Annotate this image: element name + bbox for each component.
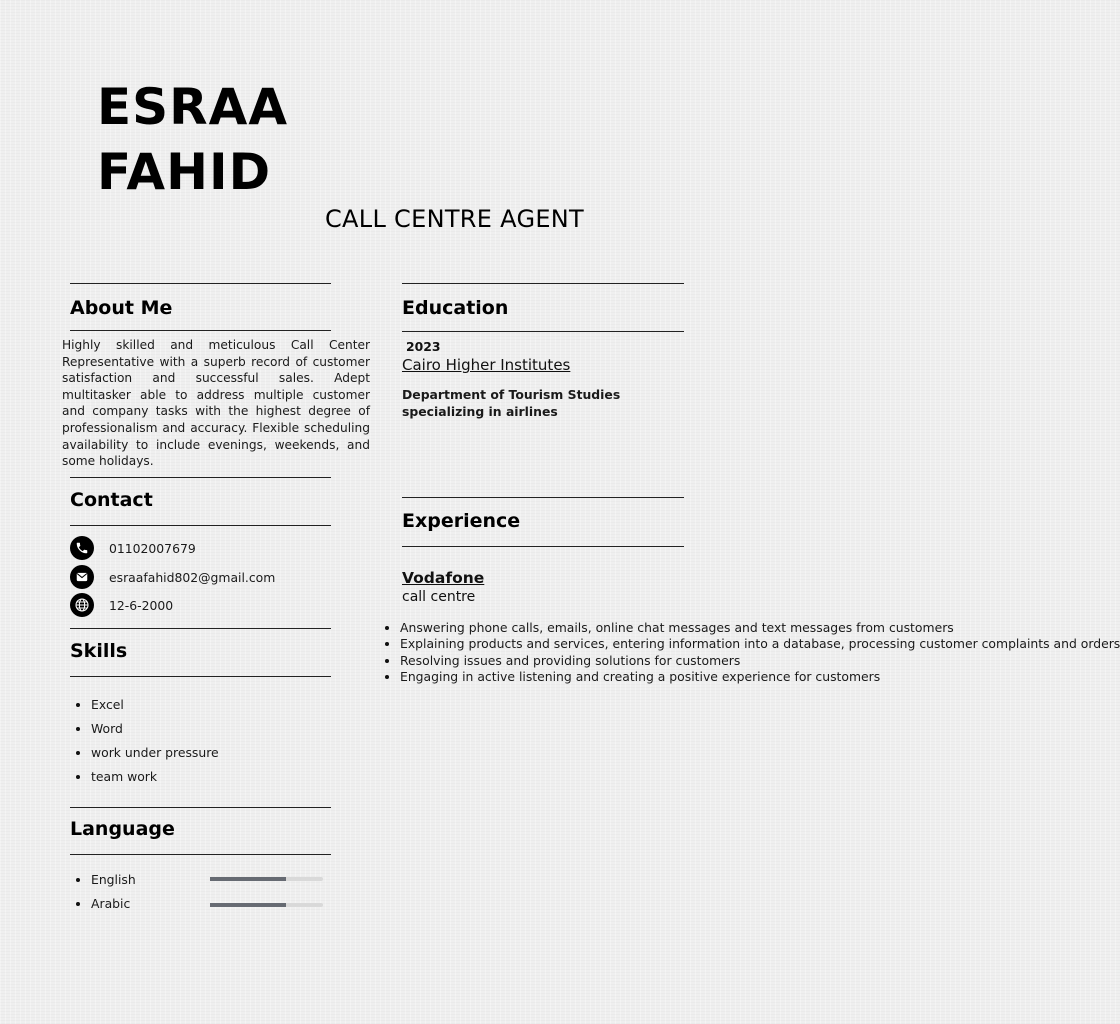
- phone-number: 01102007679: [109, 540, 196, 556]
- education-department: [402, 387, 620, 420]
- contact-email-row: [70, 565, 275, 589]
- mail-icon: [70, 565, 94, 589]
- divider: [402, 546, 684, 547]
- duty-item: Explaining products and services, entering information into a database, processing customer complaints and orders: [400, 636, 1120, 652]
- education-heading: Education: [402, 297, 509, 319]
- email-address: esraafahid802@gmail.com: [109, 569, 276, 585]
- globe-icon: [70, 593, 94, 617]
- divider: [70, 854, 331, 855]
- divider: [70, 477, 331, 478]
- phone-icon: [70, 536, 94, 560]
- skill-item: team work: [91, 769, 219, 793]
- language-item: English: [91, 872, 136, 896]
- contact-heading: Contact: [70, 489, 153, 511]
- contact-birthdate-row: [70, 593, 173, 617]
- experience-heading: Experience: [402, 510, 521, 532]
- about-text: Highly skilled and meticulous Call Center Representative with a superb record of customer satisfaction and successful sales. Adept multitasker able to address multiple customer and company tasks with the highest degree of professionalism and accuracy. Flexible scheduling availability to include evenings, weekends, and some holidays.: [62, 338, 370, 469]
- first-name: ESRAA: [97, 78, 289, 136]
- duty-item: Answering phone calls, emails, online chat messages and text messages from customers: [400, 620, 954, 635]
- skills-heading: Skills: [70, 640, 128, 662]
- language-level-bar: [210, 877, 323, 881]
- education-year: 2023: [406, 339, 441, 354]
- divider: [70, 525, 331, 526]
- language-level-fill: [210, 877, 286, 881]
- divider: [402, 497, 684, 498]
- divider: [70, 283, 331, 284]
- language-heading: Language: [70, 818, 175, 840]
- divider: [70, 807, 331, 808]
- experience-company: Vodafone: [402, 569, 485, 587]
- divider: [402, 283, 684, 284]
- experience-role: call centre: [402, 589, 476, 605]
- skills-list: [91, 697, 219, 793]
- language-level-bar: [210, 903, 323, 907]
- job-title: CALL CENTRE AGENT: [325, 205, 585, 233]
- education-school: Cairo Higher Institutes: [402, 356, 571, 374]
- language-level-fill: [210, 903, 286, 907]
- education-department-line: Department of Tourism Studies: [402, 387, 621, 402]
- skill-item: Excel: [91, 697, 219, 721]
- duty-item: Resolving issues and providing solutions for customers: [400, 653, 752, 669]
- skill-item: Word: [91, 721, 219, 745]
- contact-phone-row: [70, 536, 196, 560]
- divider: [70, 676, 331, 677]
- last-name: FAHID: [97, 143, 272, 201]
- about-heading: About Me: [70, 297, 173, 319]
- divider: [70, 628, 331, 629]
- duty-item: Engaging in active listening and creating a positive experience for customers: [400, 669, 881, 685]
- language-item: Arabic: [91, 896, 136, 920]
- experience-duties: [400, 620, 1120, 686]
- language-list: [91, 872, 136, 920]
- skill-item: work under pressure: [91, 745, 219, 769]
- birthdate: 12-6-2000: [109, 597, 174, 613]
- education-department-line: specializing in airlines: [402, 403, 558, 419]
- divider: [402, 331, 684, 332]
- divider: [70, 330, 331, 331]
